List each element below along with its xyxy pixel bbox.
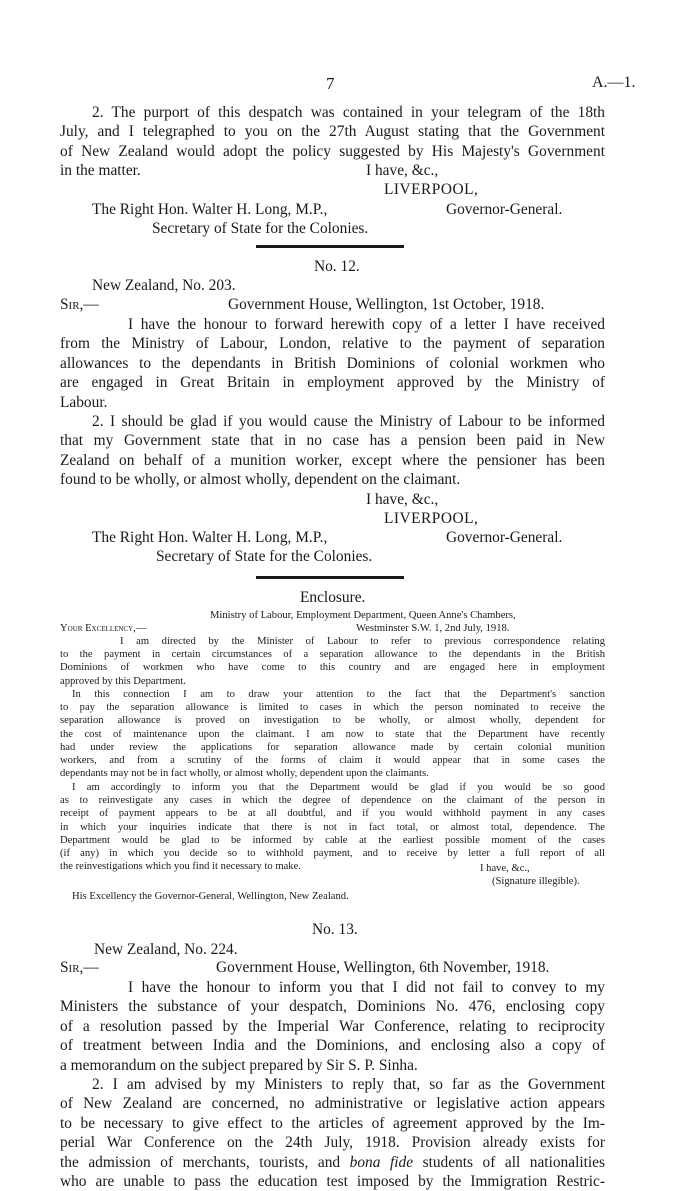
place-date-line: Government House, Wellington, 6th November, 1918. — [216, 959, 550, 976]
text-line: had under review the applications for separation allowance made by certain colonial munition — [60, 741, 605, 753]
despatch-reference: New Zealand, No. 224. — [94, 941, 238, 958]
enclosure-paragraph-1 — [60, 635, 605, 688]
text-line: Ministers the substance of your despatch, Dominions No. 476, enclosing copy — [60, 998, 605, 1016]
text-line: in the matter. — [60, 162, 141, 179]
text-line: I am accordingly to inform you that the Department would be glad if you would be so good — [72, 782, 605, 793]
text-line: In this connection I am to draw your attention to the fact that the Department's sanction — [72, 689, 605, 700]
section-divider — [256, 245, 404, 248]
text-line: Department would be glad to be informed by cable at the earliest possible moment of the cases — [60, 834, 605, 846]
text-line: to be necessary to give effect to the articles of agreement approved by the Im- — [60, 1114, 605, 1132]
text-line: 2. I should be glad if you would cause the Ministry of Labour to be informed — [92, 413, 605, 430]
text-line: in which your inquiries indicate that there is not in fact total, or almost total, dependence. The — [60, 821, 605, 833]
enclosure-addressee: His Excellency the Governor-General, Wellington, New Zealand. — [72, 891, 349, 902]
text-line: that my Government state that in no case has a pension been paid in New — [60, 432, 605, 450]
addressee-line: The Right Hon. Walter H. Long, M.P., — [92, 529, 328, 546]
text-line: the cost of maintenance upon the claimant. I am now to state that the Department have recently — [60, 728, 605, 740]
enclosure-from-line: Ministry of Labour, Employment Department, Queen Anne's Chambers, — [210, 610, 516, 621]
text-line: of treatment between India and the Dominions, and enclosing also a copy of — [60, 1037, 605, 1055]
text-line: receipt of payment appears to be at all doubtful, and if you would withhold payment in any cases — [60, 808, 605, 820]
text-line: I am directed by the Minister of Labour to refer to previous correspondence relating — [120, 636, 605, 647]
text-line: to pay the separation allowance is limited to cases in which the person nominated to receive the — [60, 702, 605, 714]
despatch-reference: New Zealand, No. 203. — [92, 277, 236, 294]
text-line: workers, and from a scrutiny of the forms of claim it would appear that in some cases the — [60, 754, 605, 766]
no12-paragraph-1 — [60, 315, 605, 412]
addressee-title: Secretary of State for the Colonies. — [152, 220, 369, 237]
page-number: 7 — [326, 74, 335, 93]
no13-paragraph-2 — [60, 1075, 605, 1191]
text-line: dependants may not be in fact wholly, or almost wholly, dependent upon the claimants. — [60, 768, 429, 780]
text-line: perial War Conference on the 24th July, 1918. Provision already exists for — [60, 1134, 605, 1152]
salutation: Sir,— — [60, 296, 99, 313]
text-line: July, and I telegraphed to you on the 27th August stating that the Government — [60, 123, 605, 141]
text-line: to the payment in certain circumstances of a separation allowance to the dependants in the British — [60, 649, 605, 661]
text-line: from the Ministry of Labour, London, relative to the payment of separation — [60, 335, 605, 353]
text-fragment: students of all nationalities — [422, 1153, 605, 1171]
section-divider — [256, 576, 404, 579]
enclosure-closing: I have, &c., — [480, 863, 530, 874]
text-line: Zealand on behalf of a munition worker, except where the pensioner has been — [60, 451, 605, 469]
addressee-title: Secretary of State for the Colonies. — [156, 548, 373, 565]
place-date-line: Government House, Wellington, 1st October, 1918. — [228, 296, 545, 313]
text-line: as to reinvestigate any cases in which the degree of dependence on the claimant of the person in — [60, 795, 605, 807]
text-line: Labour. — [60, 393, 108, 411]
text-line: I have the honour to inform you that I did not fail to convey to my — [128, 979, 605, 996]
enclosure-signature: (Signature illegible). — [492, 876, 580, 887]
closing-line: I have, &c., — [366, 491, 439, 508]
no12-paragraph-2 — [60, 412, 605, 490]
text-line: approved by this Department. — [60, 675, 186, 687]
text-line: of New Zealand are concerned, no administrative or legislative action appears — [60, 1095, 605, 1113]
text-line: who are unable to pass the education test imposed by the Immigration Restric- — [60, 1172, 605, 1190]
salutation: Sir,— — [60, 959, 99, 976]
text-line: of a resolution passed by the Imperial War Conference, relating to reciprocity — [60, 1017, 605, 1035]
text-fragment: the admission of merchants, tourists, and — [60, 1153, 341, 1171]
italic-text-fragment: bona fide — [349, 1153, 414, 1171]
document-reference: A.—1. — [592, 74, 636, 91]
signer-title: Governor-General. — [446, 201, 563, 218]
enclosure-heading: Enclosure. — [300, 589, 366, 606]
text-line: the reinvestigations which you find it necessary to make. — [60, 861, 301, 873]
text-line: Dominions of workmen who have come to this country and are engaged here in employment — [60, 662, 605, 674]
text-line: separation allowance is proved on investigation to be wholly, or almost wholly, dependent for — [60, 715, 605, 727]
text-line: 2. I am advised by my Ministers to reply that, so far as the Government — [92, 1076, 605, 1093]
no13-paragraph-1 — [60, 978, 605, 1075]
enclosure-paragraph-2 — [60, 688, 605, 780]
section-heading: No. 12. — [314, 258, 360, 275]
text-line — [60, 1153, 605, 1172]
enclosure-date-line: Westminster S.W. 1, 2nd July, 1918. — [356, 623, 510, 634]
text-line: 2. The purport of this despatch was contained in your telegram of the 18th — [92, 104, 605, 121]
text-line: are engaged in Great Britain in employment approved by the Ministry of — [60, 374, 605, 392]
part1-paragraph-2 — [60, 103, 605, 161]
text-line: found to be wholly, or almost wholly, dependent on the claimant. — [60, 471, 461, 489]
closing-line: I have, &c., — [366, 162, 439, 179]
signer-name: LIVERPOOL, — [384, 510, 479, 527]
text-line: allowances to the dependants in British Dominions of colonial workmen who — [60, 354, 605, 372]
section-heading: No. 13. — [312, 921, 358, 938]
addressee-line: The Right Hon. Walter H. Long, M.P., — [92, 201, 328, 218]
enclosure-paragraph-3 — [60, 781, 605, 873]
text-line: of New Zealand would adopt the policy suggested by His Majesty's Government — [60, 142, 605, 160]
signer-title: Governor-General. — [446, 529, 563, 546]
text-line: (if any) in which you decide so to withhold payment, and to receive by letter a full report of all — [60, 847, 605, 859]
text-line: I have the honour to forward herewith copy of a letter I have received — [128, 316, 605, 333]
enclosure-salutation: Your Excellency,— — [60, 623, 147, 634]
signer-name: LIVERPOOL, — [384, 181, 479, 198]
text-line: a memorandum on the subject prepared by Sir S. P. Sinha. — [60, 1056, 418, 1074]
